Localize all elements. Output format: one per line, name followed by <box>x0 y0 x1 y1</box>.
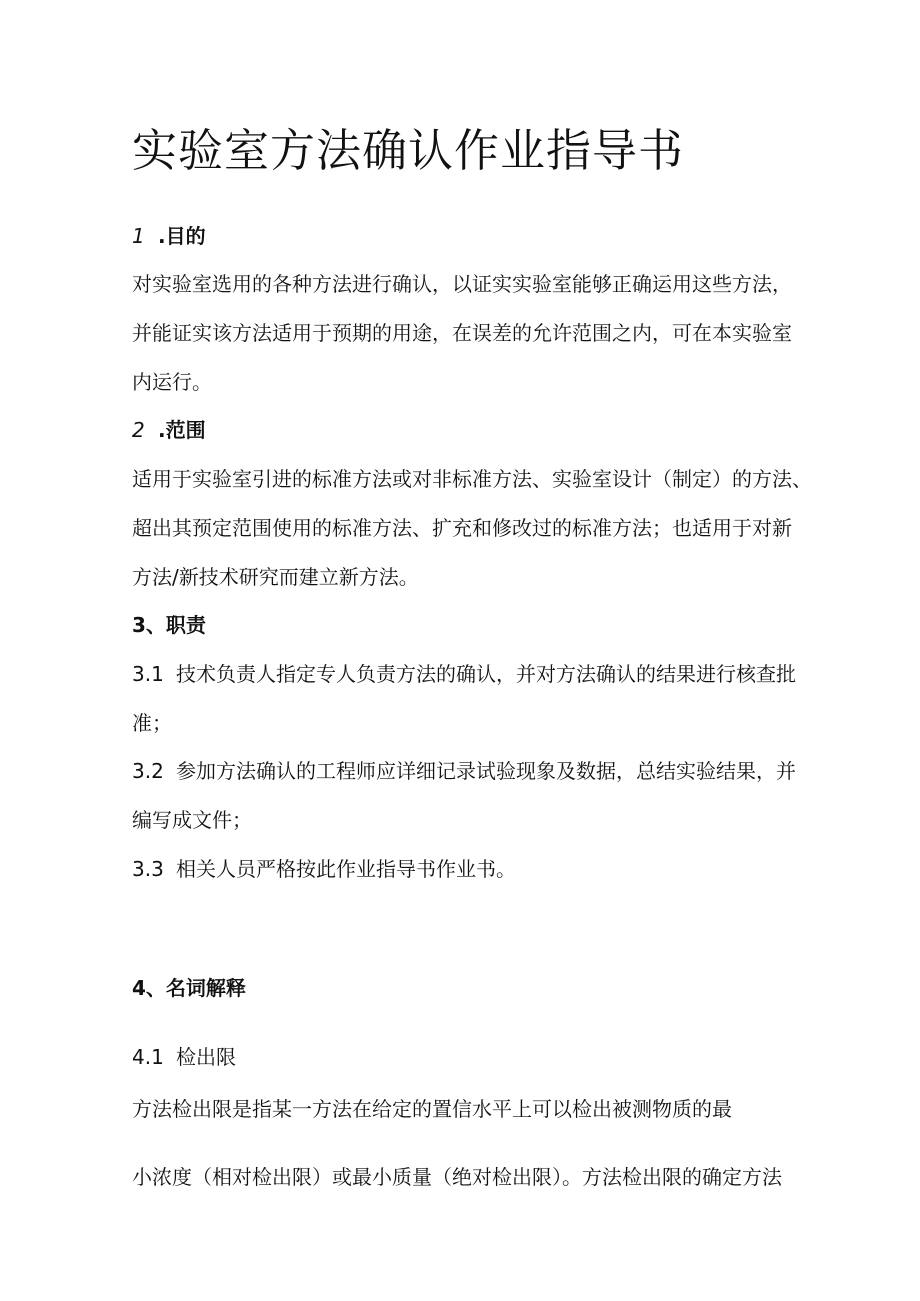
item-3-1 <box>132 660 796 688</box>
section-2-body-line: 适用于实验室引进的标准方法或对非标准方法、实验室设计（制定）的方法、 <box>132 467 812 491</box>
section-4-body-line: 小浓度（相对检出限）或最小质量（绝对检出限）。方法检出限的确定方法 <box>132 1165 782 1189</box>
section-3-heading: 3、职责 <box>132 613 206 637</box>
item-3-1-number: 3.1 <box>132 662 164 686</box>
document-title: 实验室方法确认作业指导书 <box>132 124 685 177</box>
item-3-1-text: 技术负责人指定专人负责方法的确认，并对方法确认的结果进行核查批 <box>176 662 796 686</box>
section-1-body-line: 并能证实该方法适用于预期的用途，在误差的允许范围之内，可在本实验室 <box>132 321 792 345</box>
section-2-heading <box>132 416 206 444</box>
subsection-4-1-title: 检出限 <box>176 1045 236 1069</box>
item-3-3 <box>132 855 516 883</box>
subsection-4-1-number: 4.1 <box>132 1045 164 1069</box>
section-4-heading: 4、名词解释 <box>132 976 246 1000</box>
section-2-title: .范围 <box>158 418 206 442</box>
section-1-body-line: 对实验室选用的各种方法进行确认，以证实实验室能够正确运用这些方法， <box>132 272 792 296</box>
section-1-body-line: 内运行。 <box>132 370 212 394</box>
section-2-body-line: 方法/新技术研究而建立新方法。 <box>132 565 419 589</box>
section-1-number: 1 <box>132 224 145 248</box>
section-2-number: 2 <box>132 418 145 442</box>
item-3-2 <box>132 757 796 785</box>
section-1-title: .目的 <box>158 224 206 248</box>
item-3-2-continuation: 编写成文件； <box>132 808 252 832</box>
item-3-3-number: 3.3 <box>132 857 164 881</box>
item-3-2-number: 3.2 <box>132 759 164 783</box>
item-3-2-text: 参加方法确认的工程师应详细记录试验现象及数据，总结实验结果，并 <box>176 759 796 783</box>
subsection-4-1 <box>132 1043 236 1071</box>
item-3-3-text: 相关人员严格按此作业指导书作业书。 <box>176 857 516 881</box>
section-2-body-line: 超出其预定范围使用的标准方法、扩充和修改过的标准方法；也适用于对新 <box>132 516 792 540</box>
item-3-1-continuation: 准； <box>132 711 172 735</box>
section-1-heading <box>132 222 206 250</box>
section-4-body-line: 方法检出限是指某一方法在给定的置信水平上可以检出被测物质的最 <box>132 1097 732 1121</box>
